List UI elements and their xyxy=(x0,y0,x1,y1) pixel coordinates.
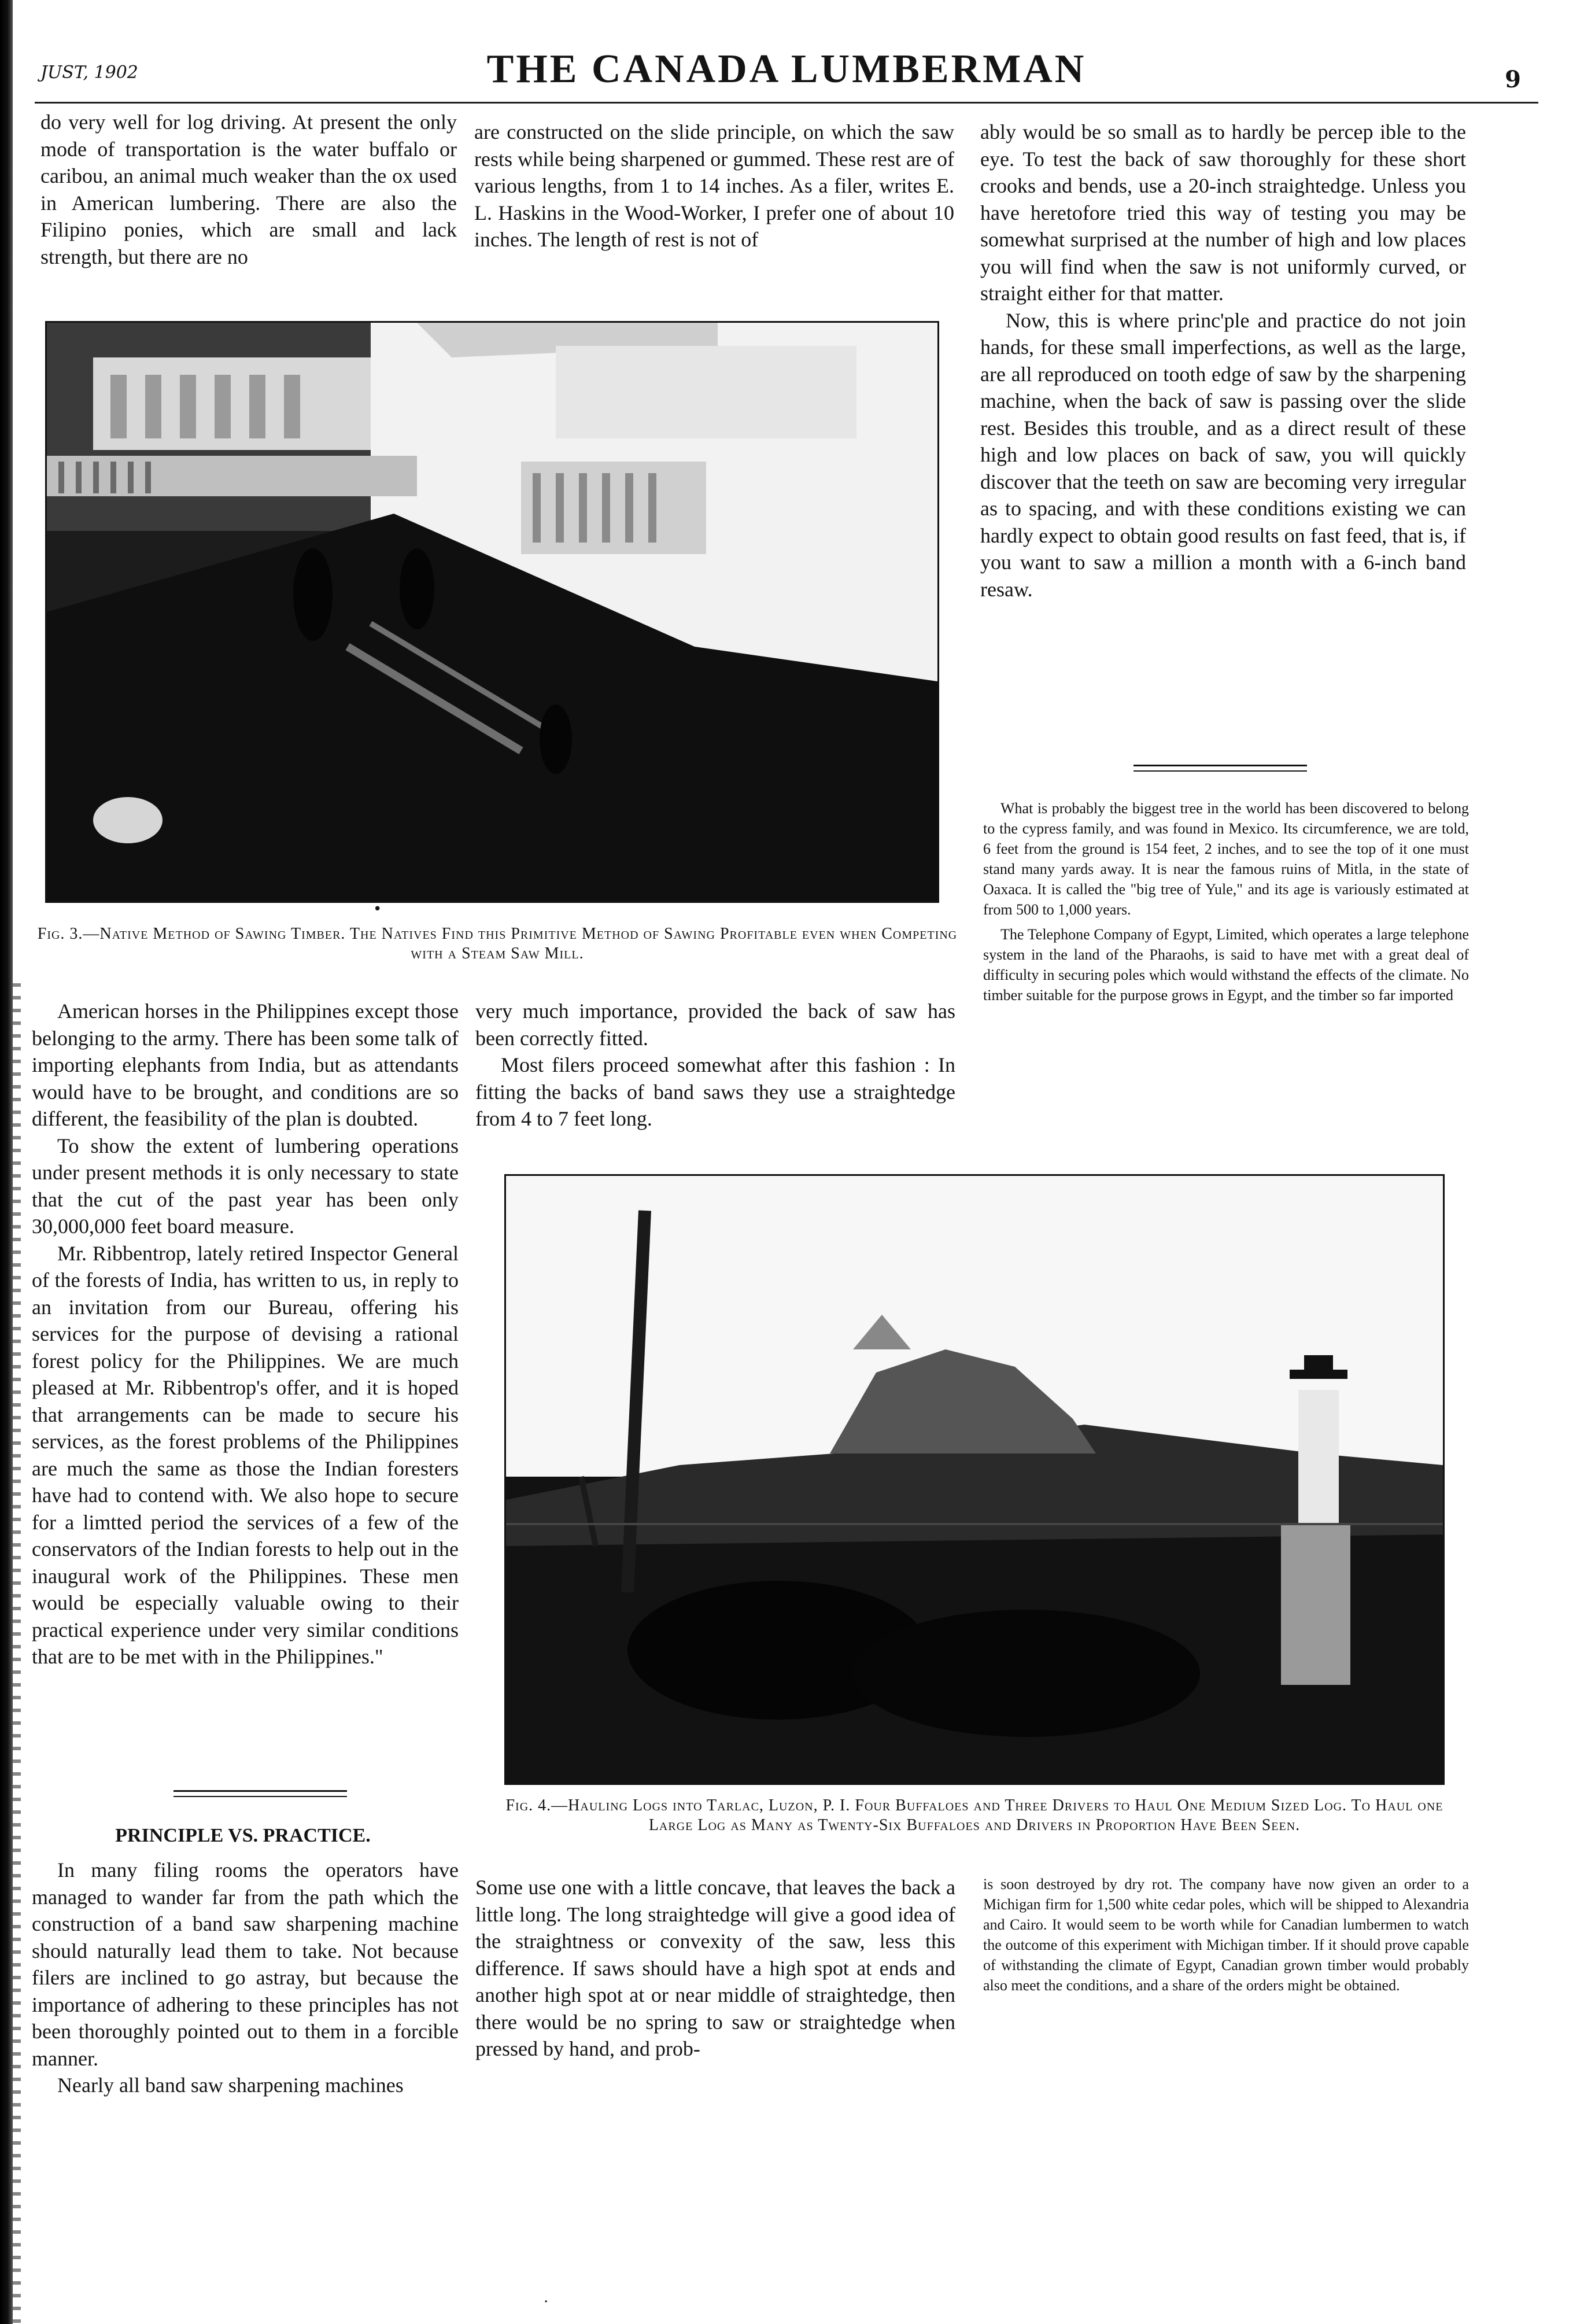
col1-mid-paragraph-3: Mr. Ribbentrop, lately retired Inspector General of the forests of India, has written to us, in reply to an invitation from our Bureau, offering his services for the purpose of devising a rational forest policy for the Philippines. We are much pleased at Mr. Ribbentrop's offer, and it is hoped that arrangements can be made to secure his services, as the forest problems of the Philippines are much the same as those the Indian foresters have had to contend with. We also hope to secure for a limtted period the services of a few of the conservators of the Indian forests to help out in the inaugural work of the Philippines. These men would be especially valuable owing to their practical experience under very similar conditions that are to be met with in the Philippines." xyxy=(32,1241,459,1668)
publication-title: THE CANADA LUMBERMAN xyxy=(486,47,1087,91)
column-2-top xyxy=(474,119,954,298)
figure-4-photo xyxy=(504,1174,1445,1785)
figure-3-image xyxy=(47,323,937,901)
column-3-brief xyxy=(983,798,1469,1093)
section-heading: PRINCIPLE VS. PRACTICE. xyxy=(115,1825,371,1846)
column-2-bottom xyxy=(475,1874,955,2146)
col3-paragraph-1: ably would be so small as to hardly be percep ible to the eye. To test the back of saw thoroughly for these short crooks and bends, use a 20-inch straightedge. Unless you have heretofore tried this way of testing you may be somewhat surprised at the number of high and low places you will find when the saw is not uniformly curved, or straight either for that matter. xyxy=(980,120,1466,305)
binding-fringe xyxy=(13,983,21,2324)
binding-edge xyxy=(0,0,13,2324)
print-dot-bottom: · xyxy=(544,2293,549,2311)
big-tree-note: What is probably the biggest tree in the world has been discovered to belong to the cypress family, and was found in Mexico. Its circumference, we are told, 6 feet from the ground is 154 feet, 2 inches, and to see the top of it one must stand many yards away. It is near the famous ruins of Mitla, in the state of Oaxaca. It is called the "big tree of Yule," and its age is variously estimated at from 500 to 1,000 years. xyxy=(983,800,1469,918)
col2-bottom-paragraph: Some use one with a little concave, that leaves the back a little long. The long straightedge will give a good idea of the straightness or convexity of the saw, less this difference. If saws should have a high spot at ends and another high spot at or near middle of straightedge, then there would be no spring to saw or straightedge when pressed by hand, and prob- xyxy=(475,1876,955,2060)
col2-mid-paragraph-1: very much importance, provided the back of saw has been correctly fitted. xyxy=(475,999,955,1050)
col1-bottom-paragraph-2: Nearly all band saw sharpening machines xyxy=(57,2074,404,2097)
figure-3-photo xyxy=(45,321,939,903)
column-2-middle xyxy=(475,998,955,1130)
page-number: 9 xyxy=(1505,66,1521,93)
col1-bottom-paragraph-1: In many filing rooms the operators have managed to wander far from the path which the construction of a band saw sharpening machine should naturally lead them to take. Not because filers are inclined to go astray, but because the importance of adhering to these principles has not been thoroughly pointed out to them in a forcible manner. xyxy=(32,1858,459,2070)
column-1-bottom xyxy=(32,1857,459,2181)
column-1-middle xyxy=(32,998,459,1793)
column-1-top xyxy=(40,109,457,300)
section-divider xyxy=(173,1790,347,1792)
telephone-note: The Telephone Company of Egypt, Limited, which operates a large telephone system in the land of the Pharaohs, is said to have met with a great deal of difficulty in securing poles which would withstand the effects of the climate. No timber suitable for the purpose grows in Egypt, and the timber so far imported xyxy=(983,926,1469,1004)
column-3-top xyxy=(980,119,1466,749)
page-header xyxy=(35,46,1538,110)
column-3-bottom xyxy=(983,1874,1469,2117)
issue-date: JUST, 1902 xyxy=(40,62,138,83)
figure-3-caption: Fig. 3.—Native Method of Sawing Timber. The Natives Find this Primitive Method of Sawing Profitable even when Competing with a Steam Saw Mill. xyxy=(37,925,958,962)
print-dot: • xyxy=(373,901,382,918)
figure-4-caption: Fig. 4.—Hauling Logs into Tarlac, Luzon, P. I. Four Buffaloes and Three Drivers to Haul One Medium Sized Log. To Haul one Large Log as Many as Twenty-Six Buffaloes and Drivers in Proportion Have Been Seen. xyxy=(505,1797,1443,1834)
col1-mid-paragraph-2: To show the extent of lumbering operations under present methods it is only necessary to state that the cut of the past year has been only 30,000,000 feet board measure. xyxy=(32,1134,459,1238)
figure-4-image xyxy=(506,1176,1443,1783)
col3-divider-2 xyxy=(1133,770,1307,772)
col3-paragraph-2: Now, this is where princ'ple and practice do not join hands, for these small imperfections, as well as the large, are all reproduced on tooth edge of saw by the sharpening machine, when the back of saw is passing over the slide rest. Besides this trouble, and as a direct result of these high and low places on back of saw, you will quickly discover that the teeth on saw are becoming very irregular as to spacing, and with these conditions existing we can hardly expect to obtain good results on fast feed, that is, if you want to saw a million a month with a 6-inch band resaw. xyxy=(980,308,1466,601)
col3-bottom-paragraph: is soon destroyed by dry rot. The company have now given an order to a Michigan firm for 1,500 white cedar poles, which will be shipped to Alexandria and Cairo. It would seem to be worth while for Canadian lumbermen to watch the outcome of this experiment with Michigan timber. If it should prove capable of withstanding the climate of Egypt, Canadian grown timber would probably also meet the conditions, and a share of the orders might be obtained. xyxy=(983,1876,1469,1994)
col1-mid-paragraph-1: American horses in the Philippines except those belonging to the army. There has been some talk of importing elephants from India, but as attendants would have to be brought, and conditions are so different, the feasibility of the plan is doubted. xyxy=(32,999,459,1130)
header-rule xyxy=(35,102,1538,104)
col2-mid-paragraph-2: Most filers proceed somewhat after this fashion : In fitting the backs of band saws they use a straightedge from 4 to 7 feet long. xyxy=(475,1053,955,1130)
col2-top-paragraph: are constructed on the slide principle, on which the saw rests while being sharpened or gummed. These rest are of various lengths, from 1 to 14 inches. As a filer, writes E. L. Haskins in the Wood-Worker, I prefer one of about 10 inches. The length of rest is not of xyxy=(474,120,954,251)
col1-top-paragraph: do very well for log driving. At present the only mode of transportation is the water buffalo or caribou, an animal much weaker than the ox used in American lumbering. There are also the Filipino ponies, which are small and lack strength, but there are no xyxy=(40,110,457,268)
section-divider-2 xyxy=(173,1796,347,1797)
col3-divider xyxy=(1133,765,1307,766)
